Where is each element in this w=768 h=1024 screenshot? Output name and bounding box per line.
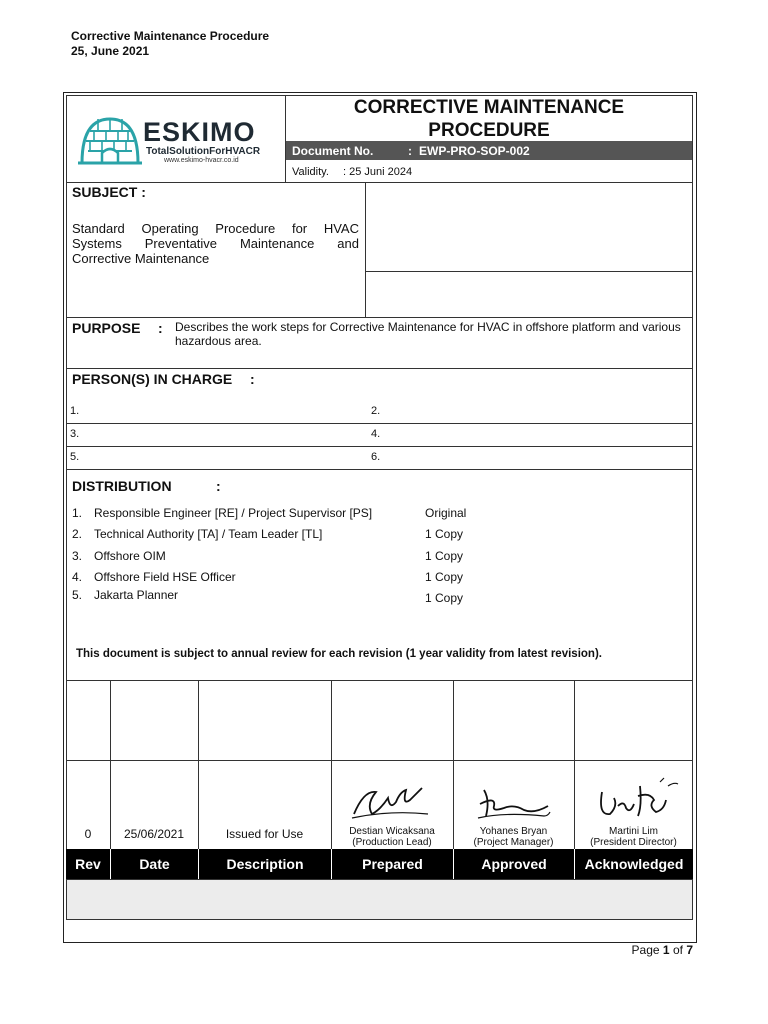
bar-divider: [453, 849, 454, 879]
revision-header-date: Date: [139, 856, 170, 872]
igloo-logo-icon: [78, 113, 142, 167]
prepared-signature: [350, 780, 430, 822]
validity-label: Validity.: [292, 166, 329, 178]
distribution-item-num: 3.: [72, 549, 83, 563]
distribution-item-recipient: Responsible Engineer [RE] / Project Supervisor [PS]: [94, 506, 373, 520]
bar-divider: [198, 849, 199, 879]
acknowledged-name: Martini Lim: [609, 826, 658, 837]
distribution-item-recipient: Offshore OIM: [94, 549, 166, 563]
purpose-separator: :: [158, 320, 163, 336]
purpose-label: PURPOSE: [72, 320, 141, 336]
persons-row-divider-1: [66, 423, 693, 424]
page-header-title: Corrective Maintenance Procedure: [71, 29, 270, 43]
page-current: 1: [662, 943, 670, 957]
prepared-role: (Production Lead): [352, 837, 432, 848]
bar-divider: [110, 849, 111, 879]
doc-number-value: EWP-PRO-SOP-002: [419, 144, 530, 158]
distribution-item-num: 2.: [72, 527, 83, 541]
subject-divider: [365, 182, 366, 318]
bar-divider: [574, 849, 575, 879]
validity-value: : 25 Juni 2024: [343, 166, 413, 178]
page-middle: of: [672, 943, 683, 957]
approved-role: (Project Manager): [473, 837, 554, 848]
revision-rev: 0: [84, 827, 92, 841]
revision-header-prepared: Prepared: [362, 856, 423, 872]
doc-title-line2: PROCEDURE: [428, 120, 550, 141]
bar-divider: [331, 849, 332, 879]
revision-col-divider: [198, 680, 199, 850]
doc-number-label: Document No.: [292, 144, 374, 158]
subject-label: SUBJECT :: [72, 184, 146, 200]
approved-signature: [474, 786, 554, 824]
distribution-item-num: 5.: [72, 588, 83, 602]
doc-title-line1: CORRECTIVE MAINTENANCE: [353, 97, 625, 118]
distribution-separator: :: [216, 478, 221, 494]
page-number: [560, 943, 693, 957]
logo-website: www.eskimo-hvacr.co.id: [164, 157, 239, 164]
distribution-item-recipient: Technical Authority [TA] / Team Leader [TL]: [94, 527, 323, 541]
logo-brand: ESKIMO: [143, 117, 256, 147]
purpose-text: Describes the work steps for Corrective Maintenance for HVAC in offshore platform and various hazardous area.: [175, 320, 681, 348]
distribution-item-copy: 1 Copy: [425, 527, 464, 541]
person-slot-1: 1.: [70, 405, 80, 417]
revision-col-divider: [574, 680, 575, 850]
persons-row-divider-2: [66, 446, 693, 447]
distribution-item-copy: 1 Copy: [425, 591, 464, 605]
revision-description: Issued for Use: [225, 827, 304, 841]
distribution-item-recipient: Jakarta Planner: [94, 588, 179, 602]
persons-label: PERSON(S) IN CHARGE: [72, 371, 233, 387]
distribution-label: DISTRIBUTION: [72, 478, 172, 494]
revision-date: 25/06/2021: [123, 827, 185, 841]
revision-header-acknowledged: Acknowledged: [584, 856, 684, 872]
revision-col-divider: [110, 680, 111, 850]
person-slot-4: 4.: [371, 428, 381, 440]
person-slot-3: 3.: [70, 428, 80, 440]
distribution-item-num: 4.: [72, 570, 83, 584]
persons-separator: :: [250, 371, 255, 387]
person-slot-6: 6.: [371, 451, 381, 463]
doc-number-separator: :: [408, 144, 412, 158]
person-slot-5: 5.: [70, 451, 80, 463]
distribution-item-copy: 1 Copy: [425, 570, 464, 584]
page-prefix: Page: [631, 943, 660, 957]
acknowledged-role: (President Director): [590, 837, 677, 848]
distribution-item-copy: Original: [425, 506, 467, 520]
person-slot-2: 2.: [371, 405, 381, 417]
revision-col-divider: [453, 680, 454, 850]
distribution-item-recipient: Offshore Field HSE Officer: [94, 570, 236, 584]
prepared-name: Destian Wicaksana: [349, 826, 435, 837]
subject-right-divider: [365, 271, 693, 272]
review-note: This document is subject to annual review for each revision (1 year validity from latest revision).: [76, 648, 602, 660]
distribution-item-copy: 1 Copy: [425, 549, 464, 563]
revision-row-divider: [66, 760, 693, 761]
acknowledged-signature: [594, 776, 680, 824]
revision-col-divider: [331, 680, 332, 850]
revision-header-approved: Approved: [481, 856, 547, 872]
revision-empty-row: [66, 879, 693, 920]
logo-tagline: TotalSolutionForHVACR: [146, 146, 261, 157]
approved-name: Yohanes Bryan: [479, 826, 548, 837]
revision-header-description: Description: [226, 856, 304, 872]
doc-title: [285, 96, 693, 142]
page-total: 7: [686, 943, 693, 957]
distribution-item-num: 1.: [72, 506, 83, 520]
revision-header-rev: Rev: [75, 856, 101, 872]
page-header-date: 25, June 2021: [71, 44, 150, 58]
subject-text: Standard Operating Procedure for HVAC Systems Preventative Maintenance and Corrective Maintenance: [72, 221, 359, 266]
